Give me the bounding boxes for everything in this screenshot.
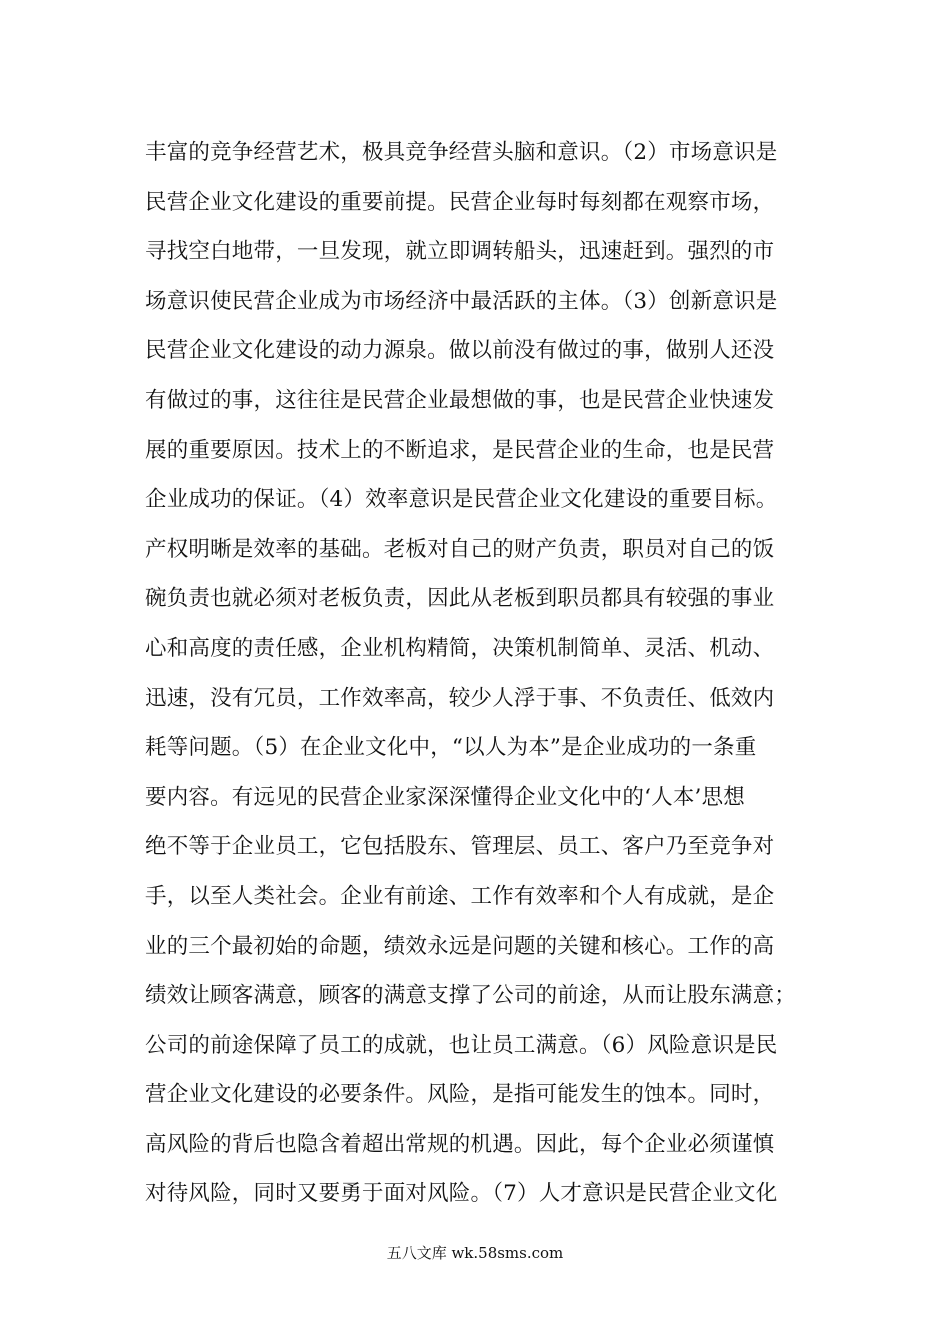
body-text [145, 128, 815, 1219]
text-line: 高风险的背后也隐含着超出常规的机遇。因此，每个企业必须谨慎 [145, 1131, 775, 1157]
text-line: 寻找空白地带，一旦发现，就立即调转船头，迅速赶到。强烈的市 [145, 239, 775, 265]
text-line: 企业成功的保证。（4）效率意识是民营企业文化建设的重要目标。 [145, 487, 778, 513]
text-line: 丰富的竞争经营艺术，极具竞争经营头脑和意识。（2）市场意识是 [145, 140, 778, 165]
text-line: 绩效让顾客满意，顾客的满意支撑了公司的前途，从而让股东满意； [145, 983, 797, 1009]
text-line: 迅速，没有冗员，工作效率高，较少人浮于事、不负责任、低效内 [145, 685, 775, 711]
text-line: 要内容。有远见的民营企业家深深懂得企业文化中的‘人本’思想 [145, 784, 745, 810]
text-line: 营企业文化建设的必要条件。风险，是指可能发生的蚀本。同时， [145, 1082, 775, 1108]
page-footer: 五八文库 wk.58sms.com [386, 1244, 564, 1262]
text-line: 展的重要原因。技术上的不断追求，是民营企业的生命，也是民营 [145, 437, 775, 463]
text-line: 业的三个最初始的命题，绩效永远是问题的关键和核心。工作的高 [145, 933, 775, 959]
text-line: 场意识使民营企业成为市场经济中最活跃的主体。（3）创新意识是 [145, 288, 778, 314]
text-line: 耗等问题。（5）在企业文化中，“以人为本”是企业成功的一条重 [145, 735, 757, 761]
text-line: 心和高度的责任感，企业机构精简，决策机制简单、灵活、机动、 [145, 635, 775, 661]
text-line: 碗负责也就必须对老板负责，因此从老板到职员都具有较强的事业 [145, 586, 775, 612]
text-line: 产权明晰是效率的基础。老板对自己的财产负责，职员对自己的饭 [145, 536, 775, 562]
text-line: 对待风险，同时又要勇于面对风险。（7）人才意识是民营企业文化 [145, 1181, 778, 1207]
text-line: 手，以至人类社会。企业有前途、工作有效率和个人有成就，是企 [145, 883, 775, 909]
text-line: 有做过的事，这往往是民营企业最想做的事，也是民营企业快速发 [145, 387, 775, 413]
text-line: 民营企业文化建设的动力源泉。做以前没有做过的事，做别人还没 [145, 338, 775, 364]
text-line: 绝不等于企业员工，它包括股东、管理层、员工、客户乃至竞争对 [145, 834, 775, 860]
text-line: 民营企业文化建设的重要前提。民营企业每时每刻都在观察市场， [145, 189, 775, 215]
text-line: 公司的前途保障了员工的成就，也让员工满意。（6）风险意识是民 [145, 1032, 778, 1058]
